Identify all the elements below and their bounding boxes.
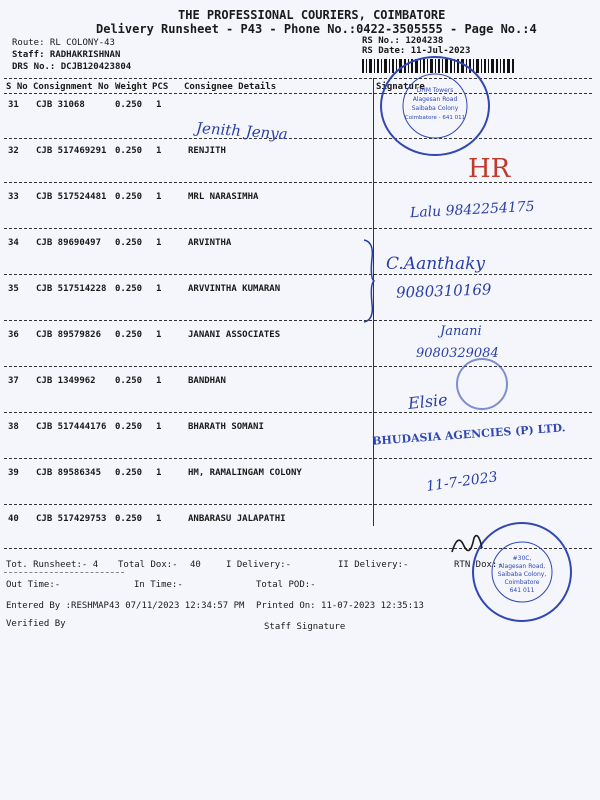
row-divider	[4, 412, 592, 413]
row-sno: 38	[8, 422, 19, 432]
row-consignee: ARVINTHA	[188, 238, 232, 248]
row-consignment: CJB 31068	[36, 100, 85, 110]
row-consignee: JANANI ASSOCIATES	[188, 330, 281, 340]
row-weight: 0.250	[115, 284, 143, 294]
row-consignment: CJB 517469291	[36, 146, 107, 156]
row-consignment: CJB 89579826	[36, 330, 102, 340]
row-pcs: 1	[156, 238, 162, 248]
row-sno: 36	[8, 330, 19, 340]
col-header-weight: Weight	[115, 82, 148, 92]
signature-row-36: Janani	[440, 324, 482, 339]
row-consignment: CJB 517444176	[36, 422, 107, 432]
staff: Staff: RADHAKRISHNAN	[12, 50, 121, 60]
row-divider	[4, 274, 592, 275]
total-dox-value: 40	[190, 560, 201, 570]
entered-by: Entered By :RESHMAP43 07/11/2023 12:34:57 PM	[6, 601, 245, 611]
signature-row-34: C.Aanthaky	[386, 254, 485, 274]
footer-signature-scribble-icon	[448, 528, 488, 558]
round-seal-icon	[456, 358, 508, 410]
row-consignee: BHARATH SOMANI	[188, 422, 264, 432]
footer-divider	[4, 572, 124, 573]
phone-row-35: 9080310169	[395, 280, 492, 302]
tot-runsheet: Tot. Runsheet:- 4	[6, 560, 99, 570]
out-time: Out Time:-	[6, 580, 61, 590]
company-name: THE PROFESSIONAL COURIERS, COIMBATORE	[178, 8, 446, 22]
initials-hr: HR	[468, 154, 511, 184]
svg-text:DHM Towers: DHM Towers	[416, 87, 454, 94]
row-consignment: CJB 517524481	[36, 192, 107, 202]
row-consignment: CJB 517514228	[36, 284, 107, 294]
row-pcs: 1	[156, 468, 162, 478]
row-divider	[4, 320, 592, 321]
col-header-pcs: PCS	[152, 82, 169, 92]
row-sno: 33	[8, 192, 19, 202]
phone-row-36: 9080329084	[416, 346, 499, 361]
row-consignment: CJB 517429753	[36, 514, 107, 524]
row-pcs: 1	[156, 330, 162, 340]
drs-number: DRS No.: DCJB120423804	[12, 62, 132, 72]
table-header-rule	[4, 93, 592, 94]
row-weight: 0.250	[115, 514, 143, 524]
row-weight: 0.250	[115, 100, 143, 110]
row-sno: 31	[8, 100, 19, 110]
svg-text:Saibaba Colony,: Saibaba Colony,	[497, 571, 547, 578]
row-weight: 0.250	[115, 376, 143, 386]
signature-row-37: Elsie	[407, 389, 449, 414]
row-weight: 0.250	[115, 422, 143, 432]
svg-text:Coimbatore - 641 011: Coimbatore - 641 011	[404, 115, 466, 121]
table-top-rule	[4, 78, 592, 79]
col-header-sno: S No	[6, 82, 28, 92]
total-pod: Total POD:-	[256, 580, 316, 590]
svg-text:Alagesan Road,: Alagesan Road,	[498, 563, 546, 570]
col-header-signature: Signature	[376, 82, 425, 92]
row-consignment: CJB 1349962	[36, 376, 96, 386]
row-sno: 37	[8, 376, 19, 386]
route: Route: RL COLONY-43	[12, 38, 115, 48]
row-divider	[4, 228, 592, 229]
ca-seal-icon	[380, 56, 490, 156]
row-sno: 32	[8, 146, 19, 156]
row-consignee: HM, RAMALINGAM COLONY	[188, 468, 302, 478]
svg-text:Saibaba Colony: Saibaba Colony	[411, 105, 459, 112]
row-pcs: 1	[156, 376, 162, 386]
row-consignee: ANBARASU JALAPATHI	[188, 514, 286, 524]
staff-signature: Staff Signature	[264, 622, 346, 632]
col-header-consignment: Consignment No	[33, 82, 109, 92]
col-header-consignee: Consignee Details	[184, 82, 277, 92]
row-weight: 0.250	[115, 238, 143, 248]
svg-text:#30C,: #30C,	[512, 555, 532, 562]
row-pcs: 1	[156, 422, 162, 432]
row-weight: 0.250	[115, 192, 143, 202]
signature-row-31: Jenith Jenya	[195, 118, 289, 144]
row-divider	[4, 504, 592, 505]
runsheet-title: Delivery Runsheet - P43 - Phone No.:0422-3505555 - Page No.:4	[96, 22, 537, 36]
row-consignee: MRL NARASIMHA	[188, 192, 259, 202]
date-row-39: 11-7-2023	[425, 469, 499, 495]
row-pcs: 1	[156, 514, 162, 524]
row-sno: 40	[8, 514, 19, 524]
hand-bracket-icon	[362, 238, 376, 324]
in-time: In Time:-	[134, 580, 183, 590]
total-dox-label: Total Dox:-	[118, 560, 178, 570]
row-pcs: 1	[156, 284, 162, 294]
svg-text:Coimbatore: Coimbatore	[504, 579, 540, 586]
row-pcs: 1	[156, 100, 162, 110]
row-sno: 35	[8, 284, 19, 294]
rtn-dox: RTN Dox:-	[454, 560, 503, 570]
row-pcs: 1	[156, 146, 162, 156]
row-consignee: ARVVINTHA KUMARAN	[188, 284, 281, 294]
i-delivery: I Delivery:-	[226, 560, 292, 570]
rs-date: RS Date: 11-Jul-2023	[362, 46, 471, 56]
row-weight: 0.250	[115, 468, 143, 478]
row-consignee: BANDHAN	[188, 376, 226, 386]
rs-number: RS No.: 1204238	[362, 36, 444, 46]
row-weight: 0.250	[115, 146, 143, 156]
verified-by: Verified By	[6, 619, 66, 629]
row-weight: 0.250	[115, 330, 143, 340]
row-divider	[4, 138, 592, 139]
svg-text:641 011: 641 011	[509, 587, 535, 594]
row-consignment: CJB 89586345	[36, 468, 102, 478]
printed-on: Printed On: 11-07-2023 12:35:13	[256, 601, 424, 611]
row-pcs: 1	[156, 192, 162, 202]
company-stamp-row-38: BHUDASIA AGENCIES (P) LTD.	[371, 421, 566, 448]
signature-row-33: Lalu 9842254175	[409, 198, 536, 222]
row-consignment: CJB 89690497	[36, 238, 102, 248]
row-divider	[4, 458, 592, 459]
row-sno: 39	[8, 468, 19, 478]
row-divider	[4, 366, 592, 367]
ii-delivery: II Delivery:-	[338, 560, 409, 570]
row-sno: 34	[8, 238, 19, 248]
svg-text:Alagesan Road: Alagesan Road	[412, 96, 458, 103]
row-consignee: RENJITH	[188, 146, 226, 156]
